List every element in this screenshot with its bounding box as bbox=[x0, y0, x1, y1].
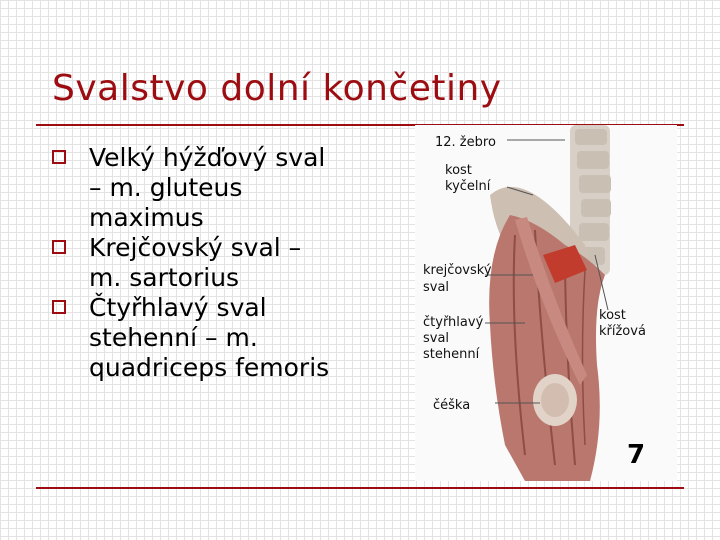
bullet-item bbox=[52, 233, 382, 293]
bullet-text: Krejčovský sval – m. sartorius bbox=[89, 233, 302, 292]
page-number: 7 bbox=[627, 440, 646, 470]
label-sacrum-line1: kost bbox=[599, 308, 626, 323]
slide-title: Svalstvo dolní končetiny bbox=[52, 68, 502, 109]
label-quadriceps-line1: čtyřhlavý bbox=[423, 315, 484, 330]
label-patella: čéška bbox=[433, 398, 471, 413]
label-sartorius-line2: sval bbox=[423, 280, 450, 295]
square-bullet-icon bbox=[52, 150, 66, 164]
footer-divider bbox=[36, 487, 684, 489]
label-sartorius-line1: krejčovský bbox=[423, 263, 492, 278]
bullet-list bbox=[52, 143, 382, 383]
bullet-text: Velký hýžďový sval – m. gluteus maximus bbox=[89, 143, 326, 232]
square-bullet-icon bbox=[52, 240, 66, 254]
label-sacrum-line2: křížová bbox=[599, 324, 646, 339]
anatomy-figure bbox=[415, 125, 677, 481]
bullet-item bbox=[52, 293, 382, 383]
label-ilium-line2: kyčelní bbox=[445, 179, 491, 194]
bullet-item bbox=[52, 143, 382, 233]
label-rib: 12. žebro bbox=[435, 135, 496, 150]
label-quadriceps-line2: sval bbox=[423, 331, 450, 346]
square-bullet-icon bbox=[52, 300, 66, 314]
label-quadriceps-line3: stehenní bbox=[423, 347, 480, 362]
bullet-text: Čtyřhlavý sval stehenní – m. quadriceps femoris bbox=[89, 293, 330, 382]
label-ilium-line1: kost bbox=[445, 163, 472, 178]
